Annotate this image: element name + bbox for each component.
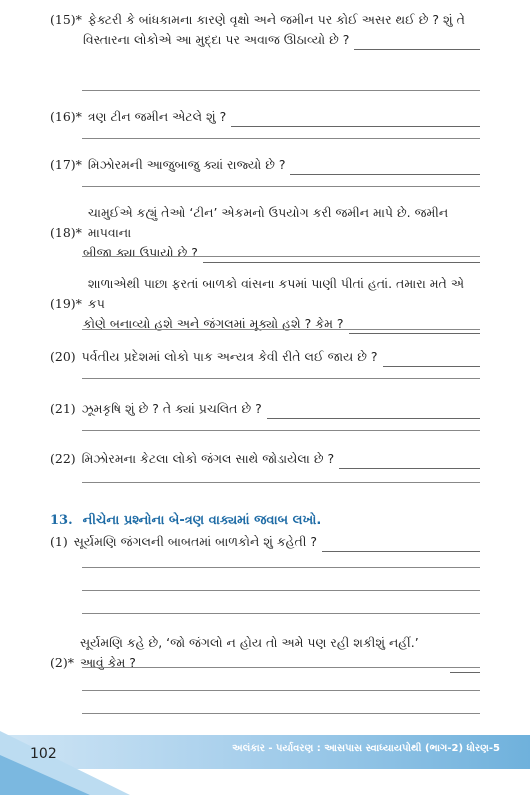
answer-line[interactable] bbox=[450, 658, 480, 673]
question-22 bbox=[50, 449, 480, 469]
question-number: (15)* bbox=[50, 12, 82, 27]
answer-line[interactable] bbox=[82, 90, 480, 91]
question-text-continued: વિસ્તારના લોકોએ આ મુદ્દા પર અવાજ ઊઠાવ્યો છે ? bbox=[83, 32, 350, 47]
answer-line[interactable] bbox=[82, 567, 480, 568]
page-number: 102 bbox=[30, 746, 57, 762]
question-number: (19)* bbox=[50, 296, 82, 311]
question-21 bbox=[50, 399, 480, 419]
question-text: મિઝોરમની આજુબાજુ ક્યાં રાજ્યો છે ? bbox=[87, 157, 286, 172]
answer-line[interactable] bbox=[267, 404, 480, 419]
answer-line[interactable] bbox=[82, 329, 480, 330]
question-20 bbox=[50, 347, 480, 367]
question-number: (2)* bbox=[50, 655, 74, 670]
question-number: (18)* bbox=[50, 225, 82, 240]
answer-line[interactable] bbox=[349, 319, 480, 334]
question-text: શાળાએથી પાછા ફરતાં બાળકો વાંસના કપમાં પાણી પીતાં હતાં. તમારા મતે એ કપ bbox=[87, 276, 465, 311]
section-question-1 bbox=[50, 532, 480, 552]
question-text-continued: કોણે બનાવ્યો હશે અને જંગલમાં મૂક્યો હશે ? કેમ ? bbox=[83, 316, 344, 331]
question-19 bbox=[50, 274, 480, 334]
answer-line[interactable] bbox=[322, 537, 480, 552]
answer-line[interactable] bbox=[82, 690, 480, 691]
answer-line[interactable] bbox=[231, 112, 480, 127]
answer-line[interactable] bbox=[383, 352, 480, 367]
question-text: સૂર્યમણિ કહે છે, ‘જો જંગલો ન હોય તો અમે પણ રહી શકીશું નહીં.’ આવું કેમ ? bbox=[79, 635, 419, 670]
answer-line[interactable] bbox=[354, 35, 480, 50]
question-text: ઝૂમકૃષિ શું છે ? તે ક્યાં પ્રચલિત છે ? bbox=[81, 401, 262, 416]
question-number: (22) bbox=[50, 451, 76, 466]
question-text: ચામુઈએ કહ્યું તેઓ ‘ટીન’ એકમનો ઉપયોગ કરી જમીન માપે છે. જમીન માપવાના bbox=[87, 205, 449, 240]
question-text: મિઝોરમના કેટલા લોકો જંગલ સાથે જોડાયેલા છે ? bbox=[81, 451, 335, 466]
question-text: પર્વતીય પ્રદેશમાં લોકો પાક અન્યત્ર કેવી રીતે લઈ જાય છે ? bbox=[81, 349, 378, 364]
answer-line[interactable] bbox=[82, 482, 480, 483]
question-text-continued: બીજા ક્યા ઉપાયો છે ? bbox=[83, 245, 198, 260]
question-16 bbox=[50, 107, 480, 127]
question-17 bbox=[50, 155, 480, 175]
answer-line[interactable] bbox=[82, 430, 480, 431]
section-title: નીચેના પ્રશ્નોના બે-ત્રણ વાક્યમાં જવાબ લખો. bbox=[82, 513, 322, 528]
answer-line[interactable] bbox=[82, 138, 480, 139]
section-number: 13. bbox=[50, 513, 73, 528]
answer-line[interactable] bbox=[82, 186, 480, 187]
question-18 bbox=[50, 203, 480, 263]
question-15 bbox=[50, 10, 480, 50]
answer-line[interactable] bbox=[290, 160, 480, 175]
question-number: (21) bbox=[50, 401, 76, 416]
question-text: સૂર્યમણિ જંગલની બાબતમાં બાળકોને શું કહેતી ? bbox=[73, 534, 318, 549]
question-number: (16)* bbox=[50, 109, 82, 124]
footer-band bbox=[0, 731, 530, 795]
question-number: (20) bbox=[50, 349, 76, 364]
book-title: અલંકાર - પર્યાવરણ : આસપાસ સ્વાધ્યાયપોથી (ભાગ-2) ધોરણ-5 bbox=[232, 743, 500, 754]
question-text: ફેક્ટરી કે બાંધકામના કારણે વૃક્ષો અને જમીન પર કોઈ અસર થઈ છે ? શું તે bbox=[87, 12, 465, 27]
answer-line[interactable] bbox=[82, 667, 480, 668]
answer-line[interactable] bbox=[339, 454, 480, 469]
answer-line[interactable] bbox=[82, 256, 480, 257]
answer-line[interactable] bbox=[82, 713, 480, 714]
answer-line[interactable] bbox=[82, 590, 480, 591]
section-heading bbox=[50, 513, 321, 528]
question-number: (17)* bbox=[50, 157, 82, 172]
answer-line[interactable] bbox=[82, 378, 480, 379]
answer-line[interactable] bbox=[82, 613, 480, 614]
question-number: (1) bbox=[50, 534, 68, 549]
question-text: ત્રણ ટીન જમીન એટલે શું ? bbox=[87, 109, 227, 124]
